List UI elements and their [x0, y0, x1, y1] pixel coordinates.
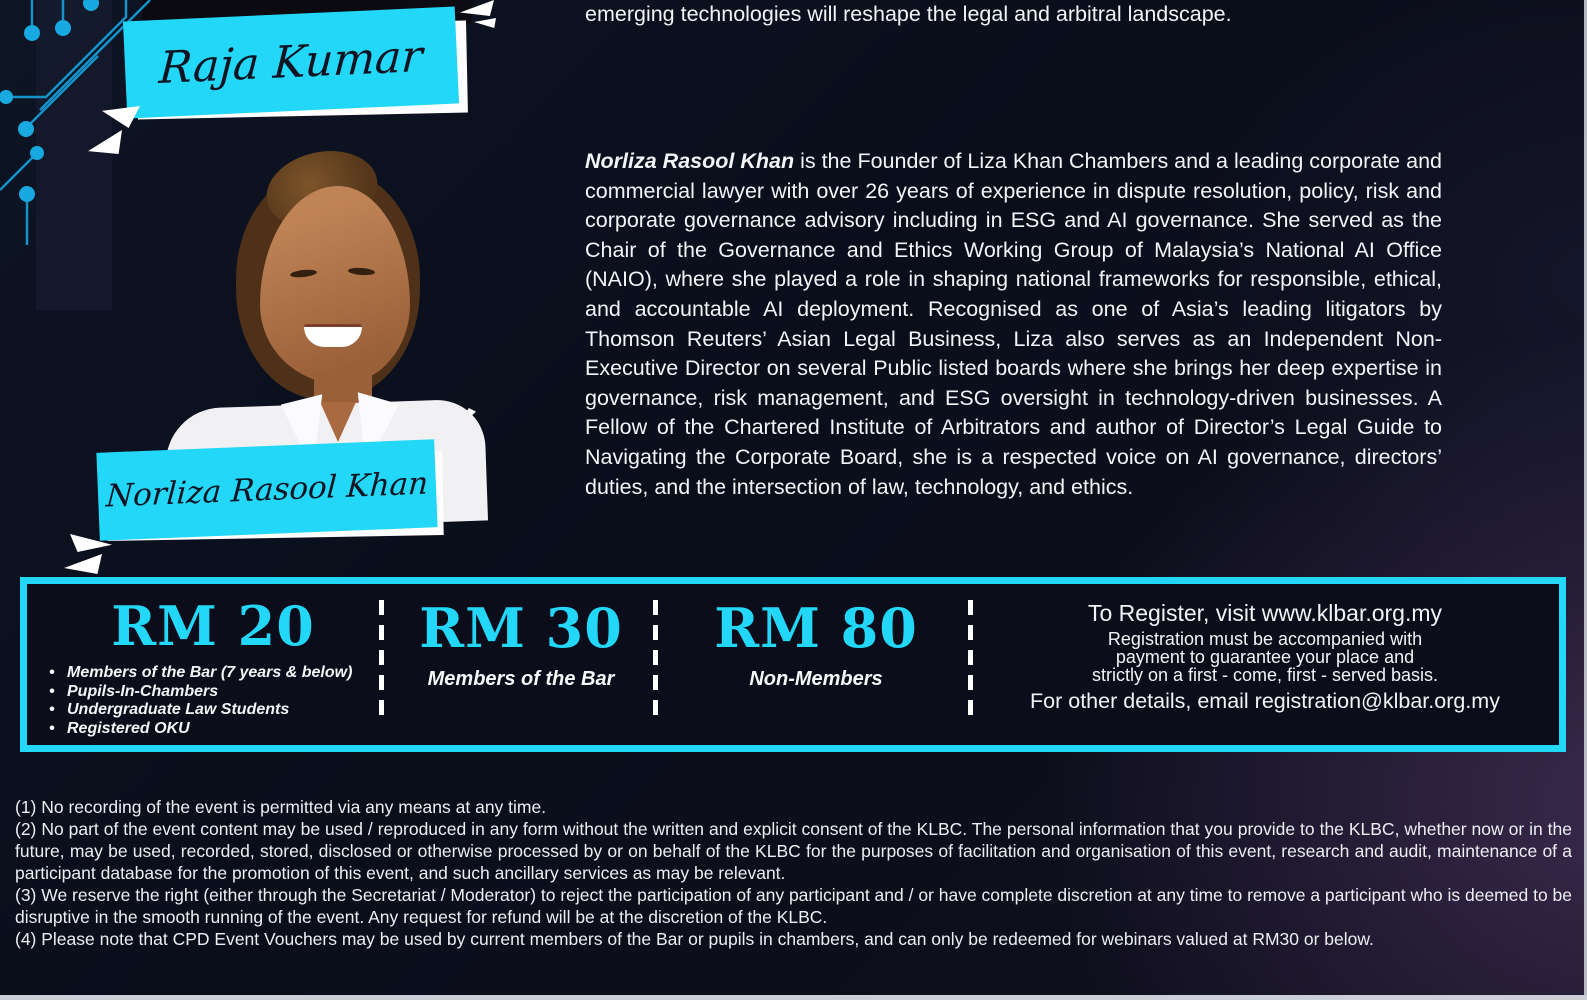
tier-rm20: [43, 584, 383, 745]
pricing-registration-box: [20, 577, 1566, 752]
tier-rm80-label: Non-Members: [749, 668, 883, 690]
intro-paragraph-last-line: emerging technologies will reshape the legal and arbitral landscape.: [585, 2, 1232, 26]
speaker-biography: [585, 147, 1442, 502]
tier-rm20-eligibility-list: [43, 664, 383, 738]
list-item: • Registered OKU: [43, 720, 383, 739]
tier-rm30: [395, 584, 647, 745]
dashed-divider: [968, 600, 973, 723]
tier-rm30-label: Members of the Bar: [427, 668, 615, 690]
terms-and-conditions: [15, 796, 1572, 950]
tier-rm80: [675, 584, 957, 745]
banner-face: [96, 439, 437, 540]
term-item: (3) We reserve the right (either through the Secretariat / Moderator) to reject the participation of any participant and / or have complete discretion at any time to remove a participant who is deemed to be disruptive in the smooth running of the event. Any request for refund will be at the discretion of the KLBC.: [15, 885, 1573, 927]
speaker-name-norliza-rasool-khan: Norliza Rasool Khan: [104, 465, 430, 515]
flick-arrow-icon: [88, 106, 140, 154]
list-item: • Undergraduate Law Students: [43, 701, 383, 720]
tier-rm30-price: RM 30: [419, 596, 623, 660]
tier-rm20-price: RM 20: [111, 594, 315, 658]
banner-face: [123, 7, 459, 119]
bio-speaker-name: Norliza Rasool Khan: [585, 149, 795, 173]
register-note-line: payment to guarantee your place and: [1115, 646, 1415, 667]
list-item: • Pupils-In-Chambers: [43, 683, 383, 702]
dashed-divider: [653, 600, 658, 723]
term-item: (2) No part of the event content may be used / reproduced in any form without the written and explicit consent of the KLBC. The personal information that you provide to the KLBC, whether now or in the future, may be used, recorded, stored, disclosed or otherwise processed by or on behalf of the KLBC for the purposes of facilitation and organisation of this event, research and audit, maintenance of a participant database for the promotion of this event, and such ancillary services as may be relevant.: [15, 819, 1572, 883]
register-note-line: Registration must be accompanied with: [1107, 629, 1423, 649]
speaker-name-raja-kumar: Raja Kumar: [157, 30, 425, 95]
list-item: • Members of the Bar (7 years & below): [43, 664, 383, 683]
dashed-divider: [379, 600, 384, 723]
term-item: (4) Please note that CPD Event Vouchers may be used by current members of the Bar or pupils in chambers, and can only be redeemed for webinars valued at RM30 or below.: [15, 929, 1374, 949]
flick-arrow-icon: [460, 0, 496, 28]
norliza-rasool-khan-banner: [98, 446, 436, 534]
smile: [304, 324, 362, 347]
register-note-line: strictly on a first - come, first - served basis.: [1091, 664, 1439, 685]
registration-info: [977, 584, 1553, 745]
page-edge-bottom: [0, 995, 1587, 1000]
register-note: [977, 631, 1553, 684]
raja-kumar-banner: [125, 14, 457, 111]
register-url-line: To Register, visit www.klbar.org.my: [1087, 600, 1443, 626]
tier-rm80-price: RM 80: [714, 596, 918, 660]
bio-text: is the Founder of Liza Khan Chambers and a leading corporate and commercial lawyer with over 26 years of experience in dispute resolution, policy, risk and corporate governance advisory including in ESG and AI governance. She served as the Chair of the Governance and Ethics Working Group of Malaysia’s National AI Office (NAIO), where she played a role in shaping national frameworks for responsible, ethical, and accountable AI deployment. Recognised as one of Asia’s leading litigators by Thomson Reuters’ Asian Legal Business, Liza also serves as an Independent Non-Executive Director on several Public listed boards where she brings her deep expertise in governance, risk management, and ESG oversight in technology-driven businesses. A Fellow of the Chartered Institute of Arbitrators and author of Director’s Legal Guide to Navigating the Corporate Board, she is a respected voice on AI governance, directors’ duties, and the intersection of law, technology, and ethics.: [585, 149, 1442, 499]
term-item: (1) No recording of the event is permitted via any means at any time.: [15, 797, 547, 817]
register-email-line: For other details, email registration@klbar.org.my: [1030, 689, 1500, 714]
